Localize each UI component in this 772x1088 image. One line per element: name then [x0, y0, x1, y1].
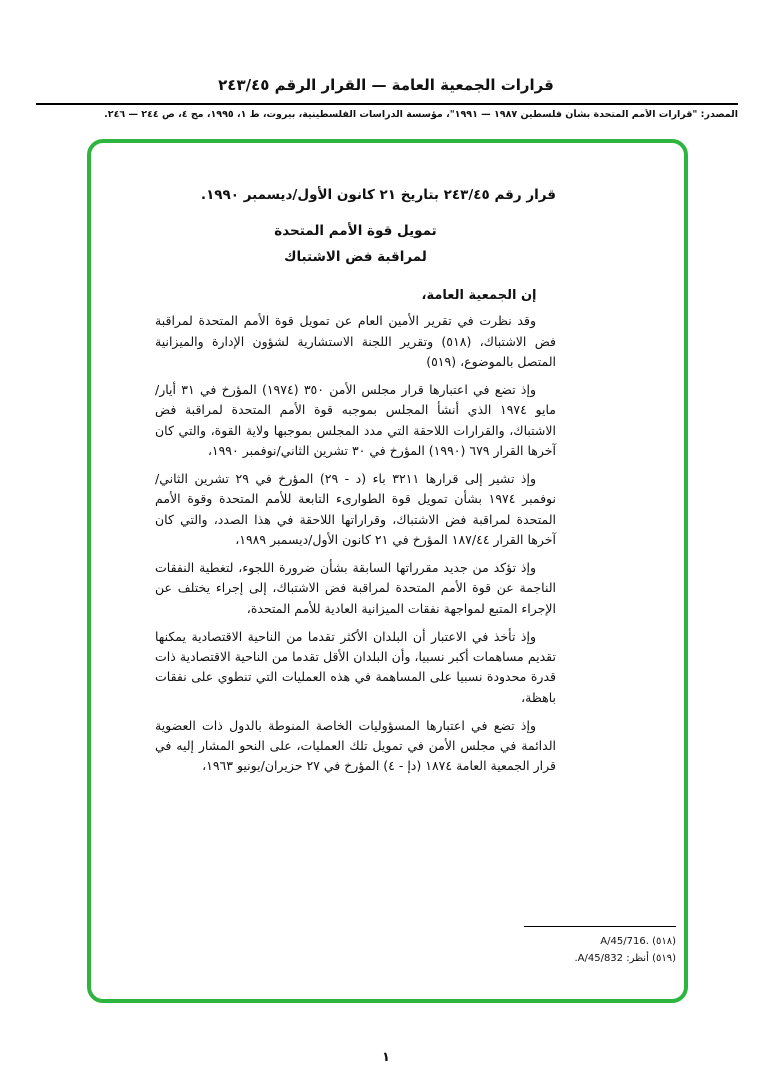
preamble-paragraph: وقد نظرت في تقرير الأمين العام عن تمويل قوة الأمم المتحدة لمراقبة فض الاشتباك، (٥١٨) وتقرير اللجنة الاستشارية لشؤون الإدارة والميزانية المتصل بالموضوع، (٥١٩) [155, 313, 556, 369]
resolution-title: قرار رقم ٢٤٣/٤٥ بتاريخ ٢١ كانون الأول/ديسمبر ١٩٩٠. [200, 187, 556, 203]
preamble-paragraph: وإذ تضع في اعتبارها قرار مجلس الأمن ٣٥٠ (١٩٧٤) المؤرخ في ٣١ أيار/مايو ١٩٧٤ الذي أنشأ المجلس بموجبه قوة الأمم المتحدة لمراقبة فض الاشتباك، والقرارات اللاحقة التي مدد المجلس بموجبها ولاية القوة، والتي كان آخرها القرار ٦٧٩ (١٩٩٠) المؤرخ في ٣٠ تشرين الثاني/نوفمبر ١٩٩٠، [155, 382, 556, 458]
resolution-subtitle-line1: تمويل قوة الأمم المتحدة [274, 223, 437, 239]
page-header-title: قرارات الجمعية العامة — القرار الرقم ٢٤٣/٤٥ [218, 76, 554, 94]
footnote-text: A/45/716. [600, 936, 649, 947]
resolution-body [155, 187, 556, 777]
preamble-paragraph: وإذ تؤكد من جديد مقرراتها السابقة بشأن ضرورة اللجوء، لتغطية النفقات الناجمة عن قوة الأمم المتحدة لمراقبة فض الاشتباك، إلى إجراء يختلف عن الإجراء المتبع لمواجهة نفقات الميزانية العادية للأمم المتحدة، [155, 560, 556, 616]
footnote-marker: (٥١٨) [652, 936, 676, 947]
green-highlight-box [87, 139, 688, 1003]
preamble-paragraph: وإذ تشير إلى قرارها ٣٢١١ باء (د - ٢٩) المؤرخ في ٢٩ تشرين الثاني/نوفمبر ١٩٧٤ بشأن تمويل قوة الطوارىء التابعة للأمم المتحدة وقوة الأمم المتحدة لمراقبة فض الاشتباك، وقراراتها اللاحقة في هذا الصدد، والتي كان آخرها القرار ١٨٧/٤٤ المؤرخ في ٢١ كانون الأول/ديسمبر ١٩٨٩، [155, 471, 556, 547]
source-line: المصدر: "قرارات الأمم المتحدة بشأن فلسطين ١٩٨٧ — ١٩٩١"، مؤسسة الدراسات الفلسطينية، بيروت، ط ١، ١٩٩٥، مج ٤، ص ٢٤٤ — ٢٤٦. [104, 109, 738, 120]
preamble-paragraph: وإذ تأخذ في الاعتبار أن البلدان الأكثر تقدما من الناحية الاقتصادية يمكنها تقديم مساهمات أكبر نسبيا، وأن البلدان الأقل تقدما من الناحية الاقتصادية ذات قدرة محدودة نسبيا على المساهمة في هذه العمليات التي تنطوي على نفقات باهظة، [155, 628, 556, 705]
resolution-opening-line: إن الجمعية العامة، [421, 288, 537, 304]
page-number: ١ [382, 1050, 390, 1065]
resolution-subtitle-line2: لمراقبة فض الاشتباك [284, 248, 427, 265]
header-divider [36, 103, 738, 105]
footnotes-block [524, 926, 676, 967]
footnote-marker: (٥١٩) [652, 953, 676, 964]
footnote [524, 933, 676, 950]
footnote-text: أنظر: A/45/832. [574, 953, 649, 964]
preamble-paragraph: وإذ تضع في اعتبارها المسؤوليات الخاصة المنوطة بالدول ذات العضوية الدائمة في مجلس الأمن في تمويل تلك العمليات، على النحو المشار إليه في قرار الجمعية العامة ١٨٧٤ (دإ - ٤) المؤرخ في ٢٧ حزيران/يونيو ١٩٦٣، [155, 717, 556, 774]
footnote [524, 950, 676, 967]
